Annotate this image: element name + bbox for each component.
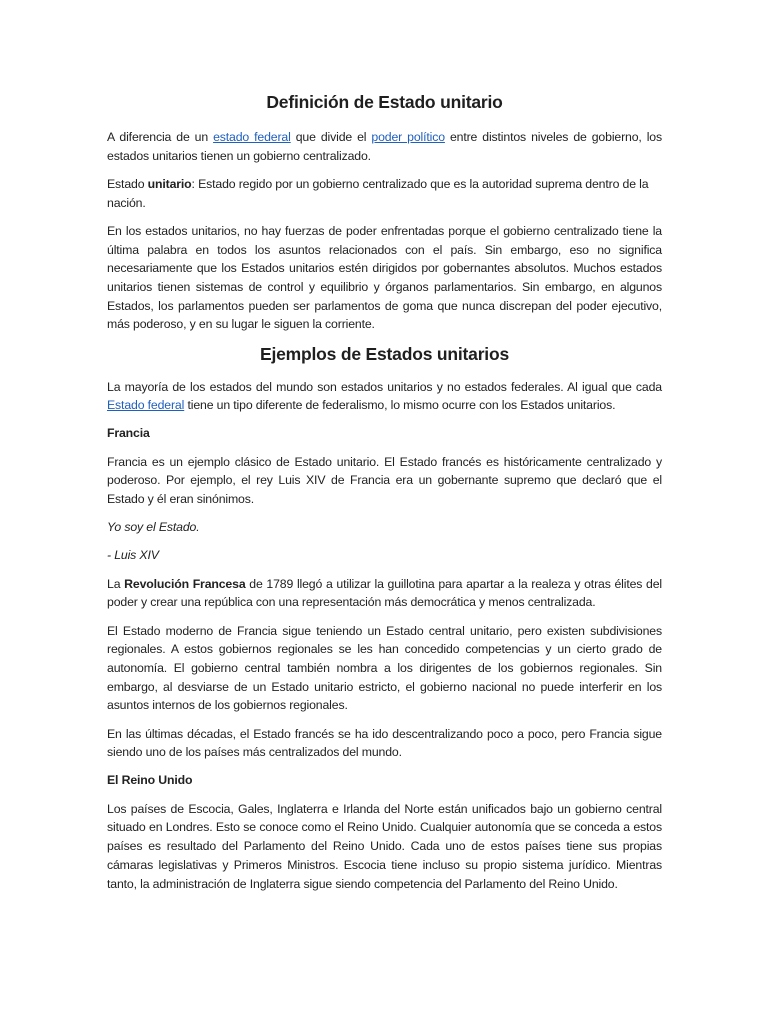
text: de 1789 llegó a utilizar la guillotina para apartar a la realeza y otras élites del poder y crear una república con una representación más democrática y menos centralizada. [107,576,662,610]
paragraph-reino-unido: Los países de Escocia, Gales, Inglaterra e Irlanda del Norte están unificados bajo un gobierno central situado en Londres. Esto se conoce como el Reino Unido. Cualquier autonomía que se conceda a estos países es resultado del Parlamento del Reino Unido. Cada uno de estos países tiene sus propias cámaras legislativas y Primeros Ministros. Escocia tiene incluso su propio sistema jurídico. Mientras tanto, la administración de Inglaterra sigue siendo competencia del Parlamento del Reino Unido. [107,801,662,891]
text: entre distintos niveles de gobierno, los estados unitarios tienen un gobierno centralizado. [107,130,662,163]
text: : Estado regido por un gobierno centralizado que es la autoridad suprema dentro de la nación. [107,176,649,210]
link-estado-federal[interactable]: estado federal [213,130,291,144]
text: Estado [107,176,148,191]
bold-term: Revolución Francesa [124,576,246,591]
text: La mayoría de los estados del mundo son estados unitarios y no estados federales. Al igual que cada [107,379,662,394]
heading-definicion: Definición de Estado unitario [266,92,503,112]
bold-term: unitario [147,176,192,191]
paragraph-intro [107,128,662,165]
quote-text: Yo soy el Estado. [107,520,200,535]
heading-ejemplos: Ejemplos de Estados unitarios [260,343,509,364]
text: que divide el [290,130,372,144]
link-estado-federal-2[interactable]: Estado federal [107,398,185,413]
label-francia: Francia [107,426,150,441]
paragraph-revolucion [107,575,662,612]
text: tiene un tipo diferente de federalismo, lo mismo ocurre con los Estados unitarios. [184,398,616,413]
paragraph-mayoria [107,378,662,415]
paragraph-ultimas-decadas: En las últimas décadas, el Estado francés se ha ido descentralizando poco a poco, pero Francia sigue siendo uno de los países más centralizados del mundo. [107,726,662,760]
text: A diferencia de un [107,130,214,144]
paragraph-estado-moderno: El Estado moderno de Francia sigue teniendo un Estado central unitario, pero existen subdivisiones regionales. A estos gobiernos regionales se les han concedido competencias y un cierto grado de autonomía. El gobierno central también nombra a los dirigentes de los gobiernos regionales. Sin embargo, al desviarse de un Estado unitario estricto, el gobierno nacional no puede interferir en los asuntos internos de los gobiernos regionales. [107,623,662,713]
paragraph-definicion [107,175,662,212]
label-reino-unido: El Reino Unido [107,773,193,788]
quote-author: - Luis XIV [107,548,159,563]
paragraph-fuerzas-poder: En los estados unitarios, no hay fuerzas de poder enfrentadas porque el gobierno centralizado tiene la última palabra en todos los asuntos relacionados con el país. Sin embargo, eso no significa necesariamente que los Estados unitarios estén dirigidos por gobernantes absolutos. Muchos estados unitarios tienen sistemas de control y equilibrio y órganos parlamentarios. Sin embargo, en algunos Estados, los parlamentos pueden ser parlamentos de goma que nunca discrepan del poder ejecutivo, más poderoso, y en su lugar le siguen la corriente. [107,223,662,332]
link-poder-politico[interactable]: poder político [371,130,445,144]
text: La [107,576,125,591]
paragraph-francia: Francia es un ejemplo clásico de Estado unitario. El Estado francés es históricamente centralizado y poderoso. Por ejemplo, el rey Luis XIV de Francia era un gobernante supremo que declaró que el Estado y él eran sinónimos. [107,454,662,507]
